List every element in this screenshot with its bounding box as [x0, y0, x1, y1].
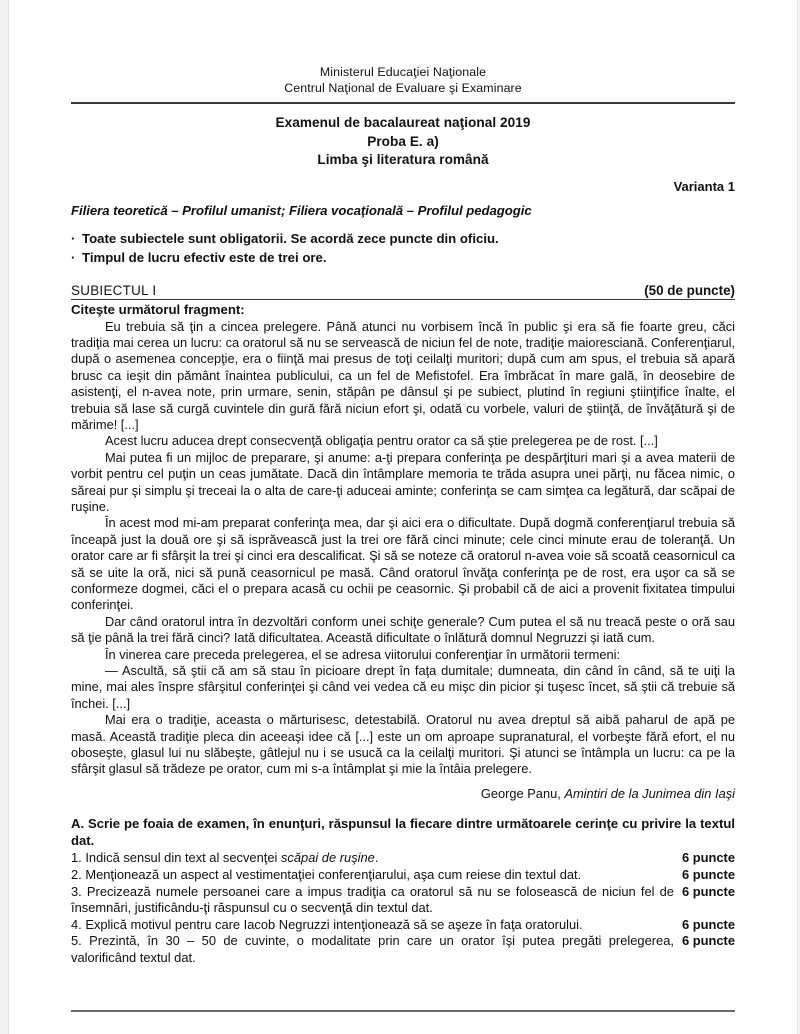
exam-title-line-2: Proba E. a): [367, 133, 439, 149]
exam-instructions-list: [71, 229, 735, 267]
requirement-item-1: [71, 850, 735, 867]
fragment-paragraph: Mai putea fi un mijloc de preparare, şi anume: a-ţi prepara conferinţa pe despărţituri mari şi a avea materii de vorbit pentru cel puţin un ceas jumătate. Dacă din întâmplare memoria te trăda asupra unei părţi, nu făcea nimic, o săreai pur şi simplu şi treceai la o alta de care-ţi aduceai aminte; conferinţa se cam simţea ca legătură, dar scăpai de ruşine.: [71, 449, 735, 514]
bullet-marker-icon: ·: [71, 230, 76, 246]
fragment-paragraph: Mai era o tradiţie, aceasta o mărturisesc, detestabilă. Oratorul nu avea dreptul să aibă paharul de apă pe masă. Această tradiţie pleca din aceeaşi idee că [...] este un om aproape supranatural, el vorbeşte fără efort, el nu oboseşte, glasul lui nu slăbeşte, gâtlejul nu i se usucă ca la ceilalţi muritori. Şi atunci se întâmpla un lucru: ca pe la sfârşit glasul să trădeze pe orator, cum mi s-a întâmplat şi mie la întâia prelegere.: [71, 712, 735, 777]
requirement-item-3-points: 6 puncte: [681, 883, 735, 899]
requirement-item-3-body: Precizează numele persoanei care a impus tradiţia ca oratorul să nu se folosească de niciun fel de însemnări, justificându-ţi răspunsul cu o secvenţă din textul dat.: [71, 883, 674, 916]
requirements-list: [71, 850, 735, 966]
fragment-paragraph: În vinerea care preceda prelegerea, el se adresa viitorului conferenţiar în următorii termeni:: [105, 646, 620, 662]
attribution-work-title: Amintiri de la Junimea din Iaşi: [564, 785, 735, 801]
requirement-item-5-number: 5.: [71, 933, 82, 949]
fragment-paragraph: Eu trebuia să ţin a cincea prelegere. Până atunci nu vorbisem încă în public şi era să fie foarte greu, căci tradiţia mai cerea un lucru: ca oratorul să nu se servească de niciun fel de note, tradiţie maioresciană. Conferenţiarul, după o asemenea concepţie, era o fiinţă mai presus de toţi ceilalţi muritori; după cum am spus, el trebuia să apară brusc ca ieşit din pământ înaintea publicului, ca un fel de Mefistofel. Era îmbrăcat în mare gală, în deosebire de asistenţi, el n-avea note, prin urmare, senin, stăpân pe dânsul şi pe subiect, plutind în regiuni ştiinţifice înalte, el trebuia să lase să curgă cuvintele din gură fără niciun efort şi, odată cu vorbele, valuri de ştiinţă, de învăţătură şi de mărime! [...]: [71, 318, 735, 432]
requirement-item-2-body: Menţionează un aspect al vestimentaţiei conferenţiarului, aşa cum reiese din textul dat.: [81, 867, 582, 883]
instruction-bullet-2-text: Timpul de lucru efectiv este de trei ore.: [82, 249, 327, 265]
instruction-bullet-1-text: Toate subiectele sunt obligatorii. Se acordă zece puncte din oficiu.: [82, 230, 499, 246]
requirements-heading: A. Scrie pe foaia de examen, în enunţuri, răspunsul la fiecare dintre următoarele cerinţe cu privire la textul dat.: [71, 815, 735, 848]
requirement-item-4-number: 4.: [71, 916, 82, 932]
requirement-item-1-tail: .: [374, 850, 379, 866]
fragment-paragraph: Dar când oratorul intra în dezvoltări conform unei schiţe generale? Cum putea el să nu treacă peste o oră sau să ţie până la trei fără cinci? Iată dificultatea. Această dificultate o înlătură domnul Negruzzi şi iată cum.: [71, 613, 735, 646]
requirement-item-4-text: [71, 917, 583, 934]
ministry-header: [71, 64, 735, 96]
ministry-line-2: Centrul Naţional de Evaluare şi Examinare: [284, 81, 522, 95]
requirement-item-4: [71, 917, 735, 934]
exam-title: [71, 114, 735, 170]
fragment-attribution: [71, 786, 735, 801]
document-page: [8, 0, 798, 1034]
footer-divider: [71, 1010, 735, 1012]
requirement-item-3-number: 3.: [71, 883, 82, 899]
subject-divider: [71, 299, 735, 300]
requirement-item-2-number: 2.: [71, 867, 82, 883]
instruction-bullet-1: [71, 229, 735, 248]
filiera-profile-line: Filiera teoretică – Profilul umanist; Filiera vocaţională – Profilul pedagogic: [71, 202, 532, 218]
requirement-item-2-points: 6 puncte: [681, 867, 735, 883]
requirement-item-5: [71, 933, 735, 966]
fragment-paragraph: Acest lucru aducea drept consecvenţă obligaţia pentru orator ca să ştie prelegerea pe de rost. [...]: [105, 433, 658, 449]
fragment-paragraph: În acest mod mi-am preparat conferinţa mea, dar şi aici era o dificultate. După dogmă conferenţiarul trebuia să înceapă just la două ore şi să isprăvească just la trei ore fără cinci minute; cele cinci minute erau de toleranţă. Un orator care ar fi sfârşit la trei şi cinci era descalificat. Şi să se noteze că oratorul n-avea voie să scoată ceasornicul ca să se uite la oră, nici să pună ceasornicul pe masă. Când oratorul învăţa conferinţa pe de rost, era uşor ca să se conformeze dogmei, căci el o prepara acasă cu ochii pe ceasornic. Şi probabil că de aici a provenit fixitatea timpului conferinţei.: [71, 515, 735, 613]
subject-points: (50 de puncte): [644, 282, 735, 298]
subject-header: [71, 283, 735, 298]
requirement-item-4-body: Explică motivul pentru care Iacob Negruzzi intenţionează să se aşeze în faţa oratorului.: [81, 916, 583, 932]
requirement-item-1-text: [71, 850, 378, 867]
requirement-item-5-body: Prezintă, în 30 – 50 de cuvinte, o modalitate prin care un orator îşi putea pregăti prelegerea, valorificând textul dat.: [71, 933, 674, 966]
subject-title: SUBIECTUL I: [71, 282, 157, 298]
variant-label: Varianta 1: [673, 178, 735, 194]
requirement-item-2-text: [71, 867, 581, 884]
exam-title-line-1: Examenul de bacalaureat naţional 2019: [275, 115, 531, 130]
bullet-marker-icon: ·: [71, 249, 76, 265]
exam-title-line-3: Limba şi literatura română: [317, 152, 489, 167]
header-divider: [71, 102, 735, 104]
requirement-item-2: [71, 867, 735, 884]
ministry-line-1: Ministerul Educaţiei Naţionale: [319, 65, 487, 79]
requirement-item-4-points: 6 puncte: [681, 916, 735, 932]
page-content: [71, 0, 735, 967]
requirement-item-5-text: [71, 933, 674, 965]
requirement-item-1-number: 1.: [71, 850, 82, 866]
read-fragment-instruction: Citeşte următorul fragment:: [71, 301, 245, 317]
requirement-item-3-text: [71, 884, 674, 916]
requirement-item-1-points: 6 puncte: [681, 850, 735, 866]
fragment-paragraph: — Ascultă, să ştii că am să stau în picioare drept în faţa dumitale; dumneata, din când în când, să te uiţi la mine, mai ales înspre sfârşitul conferinţei şi când vei vedea că eu mişc din picior şi tuşesc încet, să ştii că trebuie să închei. [...]: [71, 663, 735, 711]
requirement-item-5-points: 6 puncte: [681, 933, 735, 949]
requirement-item-1-body: Indică sensul din text al secvenţei: [81, 850, 281, 866]
requirement-item-1-quote: scăpai de ruşine: [280, 850, 375, 866]
fragment-text: [71, 319, 735, 778]
requirement-item-3: [71, 884, 735, 917]
instruction-bullet-2: [71, 248, 735, 267]
attribution-author: George Panu,: [480, 785, 565, 801]
